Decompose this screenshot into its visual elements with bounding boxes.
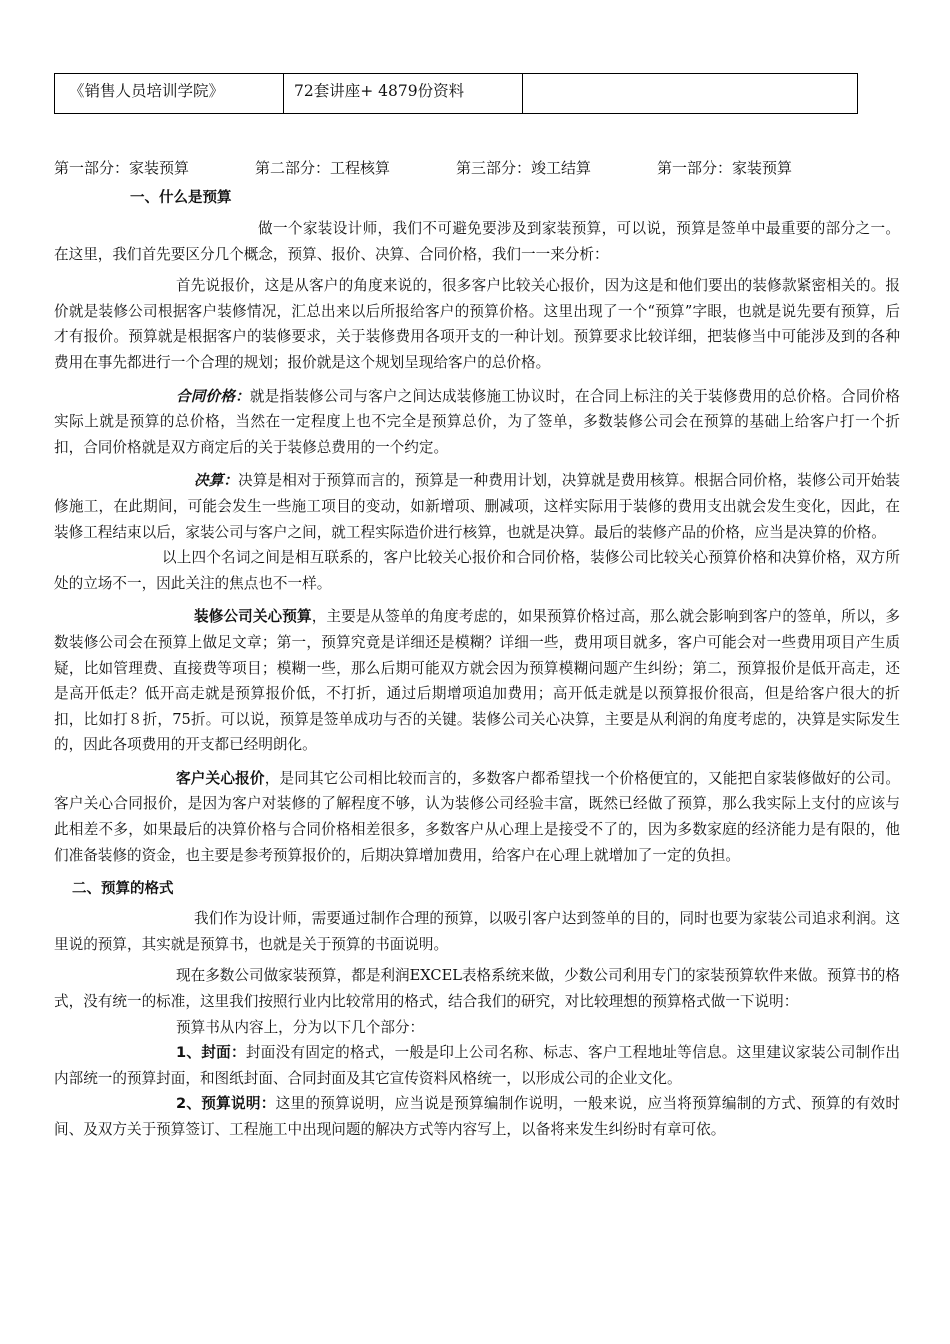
final-account-text: 决算是相对于预算而言的，预算是一种费用计划，决算就是费用核算。根据合同价格，装修公司开始装修施工，在此期间，可能会发生一些施工项目的变动，如新增项、删减项，这样实际用于装修的费用支出就会发生变化，因此，在装修工程结束以后，家装公司与客户之间，就工程实际造价进行核算，也就是决算。最后的装修产品的价格，应当是决算的价格。 bbox=[54, 472, 900, 541]
header-cell-title: 《销售人员培训学院》 bbox=[55, 74, 284, 114]
section2-p2: 现在多数公司做家装预算，都是利润EXCEL表格系统来做，少数公司利用专门的家装预算软件来做。预算书的格式，没有统一的标准，这里我们按照行业内比较常用的格式，结合我们的研究，对比较理想的预算格式做一下说明： bbox=[54, 967, 900, 1011]
budget-note-text: 这里的预算说明，应当说是预算编制作说明，一般来说，应当将预算编制的方式、预算的有效时间、及双方关于预算签订、工程施工中出现问题的解决方式等内容写上，以备将来发生纠纷时有章可依。 bbox=[54, 1095, 900, 1138]
nav-item-budget-repeat[interactable]: 第一部分：家装预算 bbox=[657, 159, 793, 177]
cover-label: 1、封面： bbox=[176, 1044, 246, 1062]
contract-price-text: 就是指装修公司与客户之间达成装修施工协议时，在合同上标注的关于装修费用的总价格。合同价格实际上就是预算的总价格，当然在一定程度上也不完全是预算总价，为了签单，多数装修公司会在预算的基础上给客户打一个折扣，合同价格就是双方商定后的关于装修总费用的一个约定。 bbox=[54, 387, 900, 456]
section-nav bbox=[54, 155, 874, 181]
header-cell-resources: 72套讲座+ 4879份资料 bbox=[284, 74, 523, 114]
section2-p3: 预算书从内容上，分为以下几个部分： bbox=[176, 1018, 425, 1036]
final-account-paragraph bbox=[54, 468, 900, 545]
nav-item-accounting[interactable]: 第二部分：工程核算 bbox=[255, 159, 391, 177]
budget-note-item bbox=[54, 1091, 900, 1142]
section1-heading: 一、什么是预算 bbox=[130, 190, 232, 206]
company-paragraph bbox=[54, 604, 900, 758]
section2-p1: 我们作为设计师，需要通过制作合理的预算，以吸引客户达到签单的目的，同时也要为家装公司追求利润。这里说的预算，其实就是预算书，也就是关于预算的书面说明。 bbox=[54, 910, 900, 953]
header-table bbox=[54, 73, 858, 114]
section1-intro: 做一个家装设计师，我们不可避免要涉及到家装预算，可以说，预算是签单中最重要的部分之一。在这里，我们首先要区分几个概念，预算、报价、决算、合同价格，我们一一来分析： bbox=[54, 220, 900, 263]
relation-paragraph: 以上四个名词之间是相互联系的，客户比较关心报价和合同价格，装修公司比较关心预算价格和决算价格，双方所处的立场不一，因此关注的焦点也不一样。 bbox=[54, 549, 900, 592]
header-cell-empty bbox=[523, 74, 858, 114]
client-text: ，是同其它公司相比较而言的，多数客户都希望找一个价格便宜的，又能把自家装修做好的公司。客户关心合同报价，是因为客户对装修的了解程度不够，认为装修公司经验丰富，既然已经做了预算，那么我实际上支付的应该与此相差不多，如果最后的决算价格与合同价格相差很多，多数客户从心理上是接受不了的，因为多数家庭的经济能力是有限的，他们准备装修的资金，也主要是参考预算报价的，后期决算增加费用，给客户在心理上就增加了一定的负担。 bbox=[54, 769, 900, 864]
company-text: ，主要是从签单的角度考虑的，如果预算价格过高，那么就会影响到客户的签单，所以，多数装修公司会在预算上做足文章；第一，预算究竟是详细还是模糊？详细一些，费用项目就多，客户可能会对一些费用项目产生质疑，比如管理费、直接费等项目；模糊一些，那么后期可能双方就会因为预算模糊问题产生纠纷；第二，预算报价是低开高走，还是高开低走？低开高走就是预算报价低，不打折，通过后期增项追加费用；高开低走就是以预算报价很高，但是给客户很大的折扣，比如打８折，75折。可以说，预算是签单成功与否的关键。装修公司关心决算，主要是从利润的角度考虑的，决算是实际发生的，因此各项费用的开支都已经明朗化。 bbox=[54, 608, 900, 754]
nav-item-budget[interactable]: 第一部分：家装预算 bbox=[54, 159, 190, 177]
nav-item-settlement[interactable]: 第三部分：竣工结算 bbox=[456, 159, 592, 177]
cover-item bbox=[54, 1040, 900, 1091]
company-label: 装修公司关心预算 bbox=[194, 608, 312, 626]
main-content bbox=[54, 185, 900, 1143]
client-paragraph bbox=[54, 766, 900, 868]
cover-text: 封面没有固定的格式，一般是印上公司名称、标志、客户工程地址等信息。这里建议家装公司制作出内部统一的预算封面，和图纸封面、合同封面及其它宣传资料风格统一，以形成公司的企业文化。 bbox=[54, 1044, 900, 1087]
contract-price-label: 合同价格： bbox=[176, 387, 250, 405]
quote-paragraph: 首先说报价，这是从客户的角度来说的，很多客户比较关心报价，因为这是和他们要出的装修款紧密相关的。报价就是装修公司根据客户装修情况，汇总出来以后所报给客户的预算价格。这里出现了一个“预算”字眼，也就是说先要有预算，后才有报价。预算就是根据客户的装修要求，关于装修费用各项开支的一种计划。预算要求比较详细，把装修当中可能涉及到的各种费用在事先都进行一个合理的规划；报价就是这个规划呈现给客户的总价格。 bbox=[54, 277, 900, 371]
client-label: 客户关心报价 bbox=[176, 769, 265, 787]
section2-heading: 二、预算的格式 bbox=[72, 881, 174, 898]
contract-price-paragraph bbox=[54, 384, 900, 461]
budget-note-label: 2、预算说明： bbox=[176, 1095, 276, 1113]
final-account-label: 决算： bbox=[194, 472, 239, 490]
